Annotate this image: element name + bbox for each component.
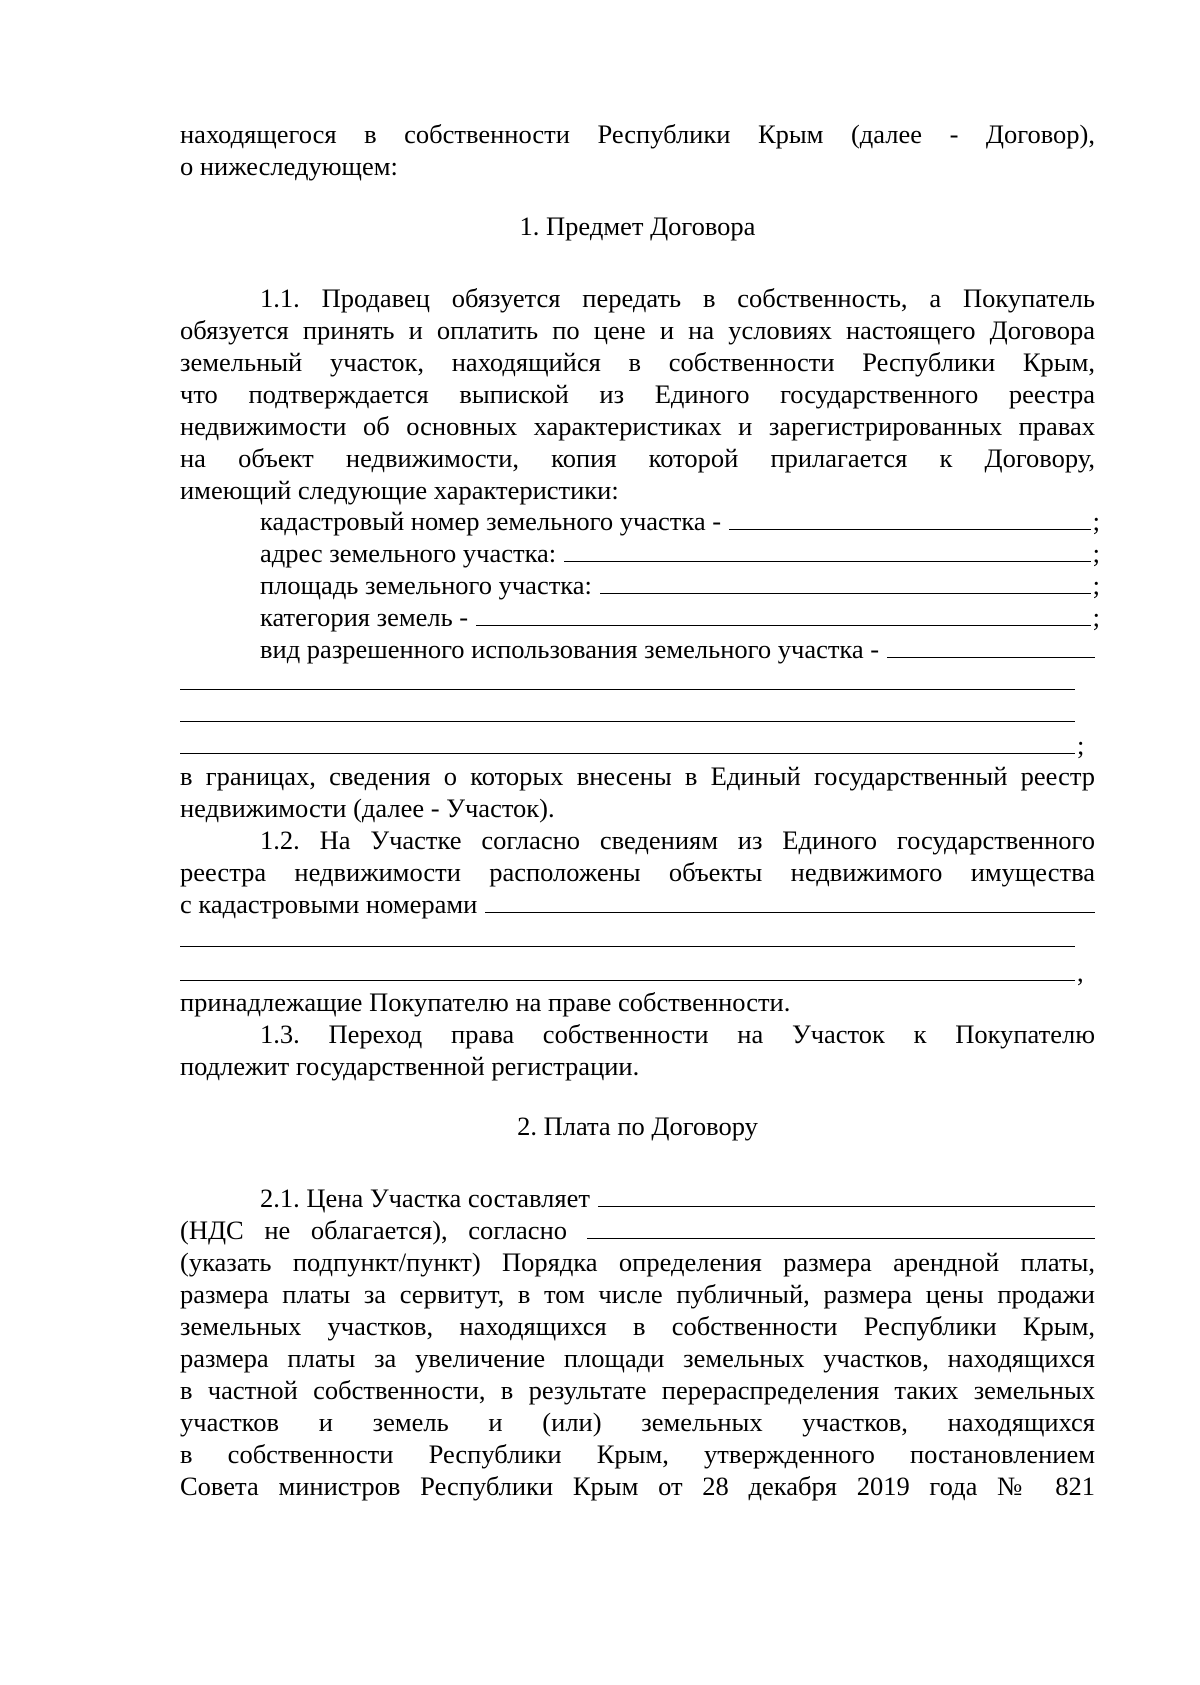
section-1-heading: 1. Предмет Договора — [519, 211, 756, 241]
paragraph-2-1-line: (указать подпункт/пункт) Порядка определения размера арендной платы, — [180, 1247, 1095, 1277]
paragraph-2-1-line: размера платы за увеличение площади земельных участков, находящихся — [180, 1343, 1095, 1373]
semicolon: ; — [1092, 506, 1100, 536]
section-2-heading: 2. Плата по Договору — [517, 1111, 758, 1141]
blank-line — [180, 721, 1075, 722]
land-category-field — [260, 601, 1100, 633]
paragraph-2-1-line: в частной собственности, в результате перераспределения таких земельных — [180, 1375, 1095, 1405]
vat-basis-blank — [587, 1214, 1095, 1239]
blank-line — [180, 753, 1075, 754]
cadastral-numbers-blank — [485, 888, 1095, 913]
intro-line-2: о нижеследующем: — [180, 151, 398, 181]
paragraph-1-1-line: обязуется принять и оплатить по цене и на условиях настоящего Договора — [180, 315, 1095, 345]
blank-line — [180, 689, 1075, 690]
address-blank — [564, 537, 1090, 562]
blank-line — [180, 980, 1075, 981]
paragraph-2-1-line: Совета министров Республики Крым от 28 декабря 2019 года № 821 — [180, 1471, 1095, 1501]
vat-label: (НДС не облагается), согласно — [180, 1215, 568, 1245]
boundaries-line: недвижимости (далее - Участок). — [180, 793, 555, 823]
permitted-use-field — [260, 633, 1095, 665]
paragraph-2-1-line: в собственности Республики Крым, утвержденного постановлением — [180, 1439, 1095, 1469]
paragraph-2-1-line: размера платы за сервитут, в том числе публичный, размера цены продажи — [180, 1279, 1095, 1309]
semicolon: ; — [1092, 538, 1100, 568]
cadastral-number-field — [260, 505, 1100, 537]
address-field — [260, 537, 1100, 569]
area-label: площадь земельного участка: — [260, 570, 592, 600]
paragraph-1-1-line: 1.1. Продавец обязуется передать в собственность, а Покупатель — [260, 283, 1095, 313]
area-field — [260, 569, 1100, 601]
paragraph-1-1-line: недвижимости об основных характеристиках и зарегистрированных правах — [180, 411, 1095, 441]
paragraph-2-1-line: участков и земель и (или) земельных участков, находящихся — [180, 1407, 1095, 1437]
paragraph-1-1-line: на объект недвижимости, копия которой прилагается к Договору, — [180, 443, 1095, 473]
paragraph-1-1-line: земельный участок, находящийся в собственности Республики Крым, — [180, 347, 1095, 377]
permitted-use-blank — [887, 633, 1095, 658]
permitted-use-label: вид разрешенного использования земельного участка - — [260, 634, 880, 664]
comma: , — [1077, 957, 1084, 987]
intro-line-1: находящегося в собственности Республики Крым (далее - Договор), — [180, 119, 1095, 149]
paragraph-1-1-line: что подтверждается выпиской из Единого государственного реестра — [180, 379, 1095, 409]
vat-field — [180, 1214, 1095, 1246]
paragraph-2-1-line: земельных участков, находящихся в собственности Республики Крым, — [180, 1311, 1095, 1341]
blank-line — [180, 946, 1075, 947]
cadastral-number-blank — [729, 505, 1091, 530]
area-blank — [600, 569, 1091, 594]
semicolon: ; — [1092, 602, 1100, 632]
boundaries-line: в границах, сведения о которых внесены в Единый государственный реестр — [180, 761, 1095, 791]
paragraph-1-2-line: 1.2. На Участке согласно сведениям из Единого государственного — [260, 825, 1095, 855]
land-category-blank — [476, 601, 1091, 626]
cadastral-numbers-field — [180, 888, 1095, 920]
paragraph-1-2-line: реестра недвижимости расположены объекты недвижимого имущества — [180, 857, 1095, 887]
paragraph-1-2-end: принадлежащие Покупателю на праве собственности. — [180, 987, 791, 1017]
price-field — [260, 1182, 1095, 1214]
paragraph-1-3-line: подлежит государственной регистрации. — [180, 1051, 640, 1081]
address-label: адрес земельного участка: — [260, 538, 557, 568]
price-label: 2.1. Цена Участка составляет — [260, 1183, 590, 1213]
price-blank — [598, 1182, 1095, 1207]
land-category-label: категория земель - — [260, 602, 469, 632]
cadastral-numbers-label: с кадастровыми номерами — [180, 889, 478, 919]
cadastral-number-label: кадастровый номер земельного участка - — [260, 506, 722, 536]
paragraph-1-1-line: имеющий следующие характеристики: — [180, 475, 619, 505]
paragraph-1-3-line: 1.3. Переход права собственности на Участок к Покупателю — [260, 1019, 1095, 1049]
semicolon: ; — [1077, 730, 1085, 760]
semicolon: ; — [1092, 570, 1100, 600]
